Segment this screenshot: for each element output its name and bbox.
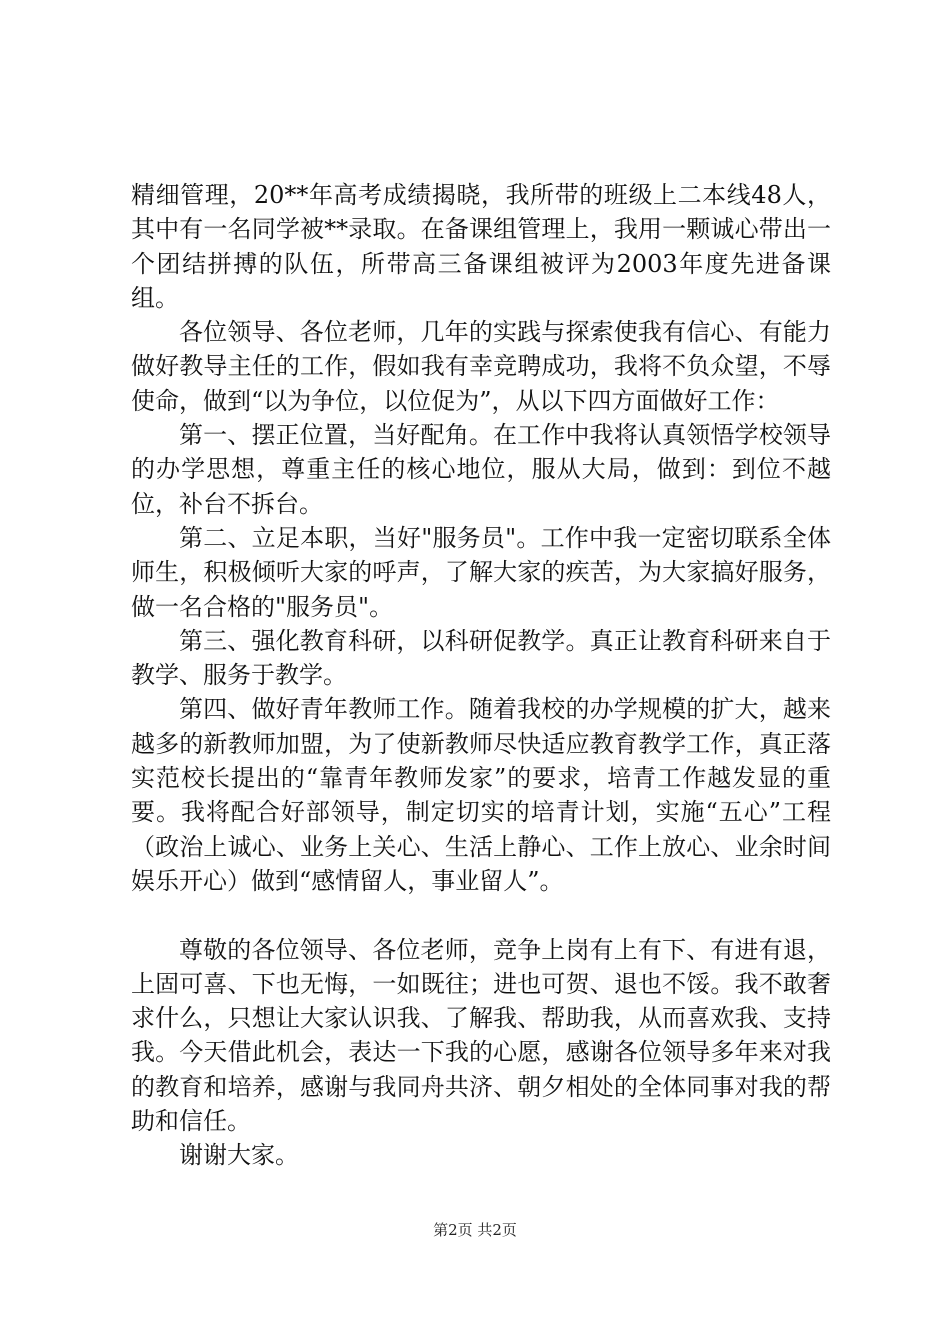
paragraph-intro-plan: 各位领导、各位老师，几年的实践与探索使我有信心、有能力做好教导主任的工作，假如我有幸竞聘成功，我将不负众望，不辱使命，做到“以为争位，以位促为”，从以下四方面做好工作： [131, 318, 831, 415]
paragraph-thanks: 谢谢大家。 [179, 1141, 299, 1170]
document-body [131, 178, 831, 1173]
paragraph-point-four: 第四、做好青年教师工作。随着我校的办学规模的扩大，越来越多的新教师加盟，为了使新教师尽快适应教育教学工作，真正落实范校长提出的“靠青年教师发家”的要求，培青工作越发显的重要。我将配合好部领导，制定切实的培青计划，实施“五心”工程（政治上诚心、业务上关心、生活上静心、工作上放心、业余时间娱乐开心）做到“感情留人，事业留人”。 [131, 695, 831, 895]
paragraph-point-three: 第三、强化教育科研，以科研促教学。真正让教育科研来自于教学、服务于教学。 [131, 626, 831, 690]
page-number-footer: 第2页 共2页 [433, 1221, 517, 1239]
paragraph-continuation: 精细管理，20**年高考成绩揭晓，我所带的班级上二本线48人，其中有一名同学被**录取。在备课组管理上，我用一颗诚心带出一个团结拼搏的队伍，所带高三备课组被评为2003年度先进备课组。 [131, 181, 831, 312]
paragraph-closing: 尊敬的各位领导、各位老师，竞争上岗有上有下、有进有退，上固可喜、下也无悔，一如既往；进也可贺、退也不馁。我不敢奢求什么，只想让大家认识我、了解我、帮助我，从而喜欢我、支持我。今天借此机会，表达一下我的心愿，感谢各位领导多年来对我的教育和培养，感谢与我同舟共济、朝夕相处的全体同事对我的帮助和信任。 [131, 935, 831, 1136]
paragraph-point-one: 第一、摆正位置，当好配角。在工作中我将认真领悟学校领导的办学思想，尊重主任的核心地位，服从大局，做到：到位不越位，补台不拆台。 [131, 421, 831, 518]
paragraph-point-two: 第二、立足本职，当好"服务员"。工作中我一定密切联系全体师生，积极倾听大家的呼声，了解大家的疾苦，为大家搞好服务，做一名合格的"服务员"。 [131, 523, 831, 621]
